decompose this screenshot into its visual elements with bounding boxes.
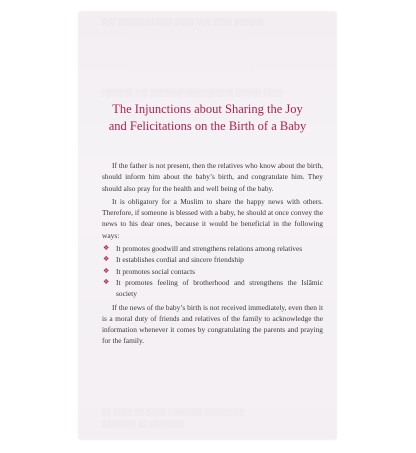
show-through-text: ░░░ ░░░░░░░░░░░ ░░░░ ░░░ ░░░░ ░░░░░░: [101, 18, 264, 26]
paragraph: It is obligatory for a Muslim to share the happy news with others. Therefore, if someone is blessed with a baby, he should at once convey the news to his dear ones, because it would be beneficial in the following ways:: [102, 196, 323, 240]
heading-line-2: and Felicitations on the Birth of a Baby: [108, 119, 307, 133]
paragraph: If the father is not present, then the relatives who know about the birth, should inform him about the baby’s birth, and congratulate him. They should also pray for the health and well being of the baby.: [102, 161, 323, 193]
list-item: [102, 266, 323, 277]
show-through-text: ░░░░░ ░░ ░░░░░░░░░░░░░ ░░░░ ░░░: [101, 88, 283, 97]
diamond-cross-bullet-icon: ❖: [103, 266, 110, 275]
show-through-text: ░░░░░░░ ░░ ░░░░░░░: [101, 420, 184, 428]
closing-paragraph: If the news of the baby’s birth is not received immediately, even then it is a moral duty of friends and relatives of the family to acknowledge the information whenever it comes by congratulating the parents and praying for the family.: [102, 302, 323, 346]
benefits-list: [102, 243, 323, 299]
list-item: [102, 243, 323, 254]
heading-line-1: The Injunctions about Sharing the Joy: [112, 102, 303, 116]
diamond-cross-bullet-icon: ❖: [103, 255, 110, 264]
page-body: [102, 160, 323, 349]
show-through-text: ░░ ░░░░ ░░ ░░░░ ░░░░░░░ ░░░░░░░░: [101, 408, 244, 416]
diamond-cross-bullet-icon: ❖: [103, 277, 110, 286]
book-page: [79, 12, 336, 439]
chapter-heading: [79, 101, 336, 135]
list-item-text: It promotes feeling of brotherhood and strengthens the Islāmic society: [116, 277, 323, 299]
list-item: [102, 254, 323, 265]
list-item-text: It promotes social contacts: [116, 266, 196, 276]
diamond-cross-bullet-icon: ❖: [103, 244, 110, 253]
list-item: [102, 277, 323, 300]
list-item-text: It establishes cordial and sincere friendship: [116, 255, 244, 265]
list-item-text: It promotes goodwill and strengthens relations among relatives: [116, 244, 303, 254]
